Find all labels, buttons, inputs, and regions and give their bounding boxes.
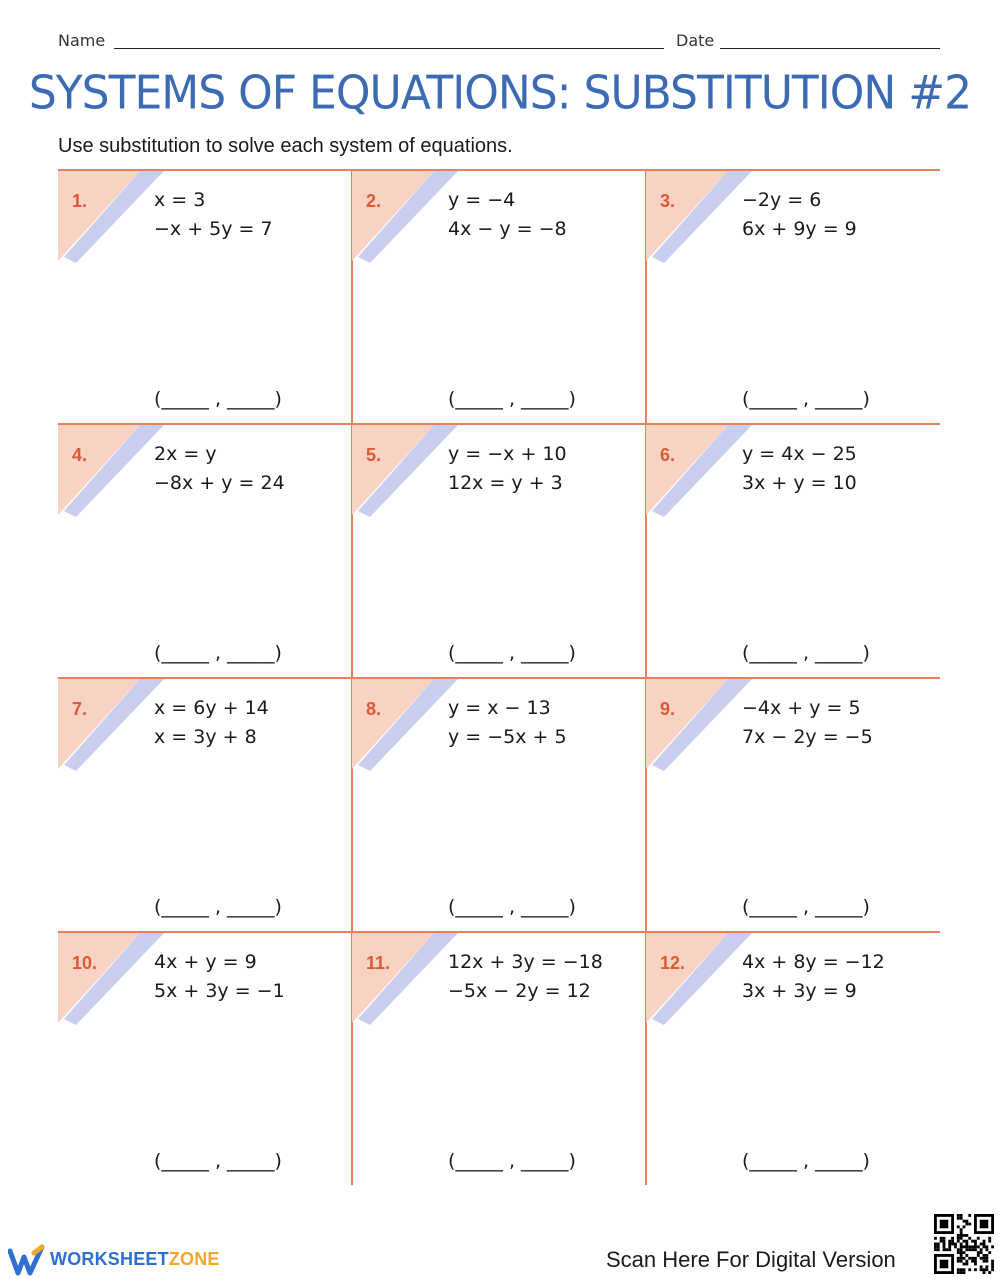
answer-blank[interactable]: (_____ , _____) [154, 896, 282, 918]
problem-grid [58, 169, 940, 1185]
equation-2: 4x − y = −8 [448, 218, 567, 240]
date-label: Date [676, 31, 715, 50]
problem-number: 8. [366, 699, 382, 719]
problem-cell [646, 677, 940, 931]
equation-2: 6x + 9y = 9 [742, 218, 857, 240]
corner-decoration [352, 425, 462, 517]
equation-1: 2x = y [154, 443, 217, 465]
equation-1: y = x − 13 [448, 697, 551, 719]
logo-word-worksheet: WORKSHEET [50, 1249, 169, 1269]
problem-number: 1. [72, 191, 88, 211]
answer-blank[interactable]: (_____ , _____) [742, 388, 870, 410]
equation-1: −4x + y = 5 [742, 697, 861, 719]
worksheet-zone-logo-icon [8, 1243, 48, 1277]
corner-decoration [646, 679, 756, 771]
corner-decoration [58, 171, 168, 263]
answer-blank[interactable]: (_____ , _____) [448, 896, 576, 918]
problem-cell [646, 169, 940, 423]
problem-number: 3. [660, 191, 676, 211]
equation-2: 7x − 2y = −5 [742, 726, 873, 748]
equation-2: 12x = y + 3 [448, 472, 563, 494]
corner-decoration [646, 933, 756, 1025]
problem-number: 2. [366, 191, 382, 211]
corner-decoration [646, 171, 756, 263]
corner-decoration [646, 425, 756, 517]
equation-1: y = −4 [448, 189, 516, 211]
qr-code-icon[interactable] [934, 1214, 994, 1274]
date-field-line[interactable] [720, 48, 940, 49]
problem-cell [58, 931, 352, 1185]
equation-2: 3x + y = 10 [742, 472, 857, 494]
corner-decoration [352, 679, 462, 771]
problem-number: 4. [72, 445, 88, 465]
corner-decoration [58, 425, 168, 517]
answer-blank[interactable]: (_____ , _____) [154, 1150, 282, 1172]
equation-1: x = 6y + 14 [154, 697, 269, 719]
name-date-row [58, 28, 940, 54]
problem-cell [352, 931, 646, 1185]
corner-decoration [352, 171, 462, 263]
problem-number: 7. [72, 699, 88, 719]
scan-text: Scan Here For Digital Version [606, 1247, 896, 1272]
equation-2: −5x − 2y = 12 [448, 980, 591, 1002]
corner-decoration [352, 933, 462, 1025]
problem-cell [646, 931, 940, 1185]
answer-blank[interactable]: (_____ , _____) [448, 388, 576, 410]
logo-word-zone: ZONE [168, 1249, 220, 1269]
name-label: Name [58, 31, 106, 50]
answer-blank[interactable]: (_____ , _____) [154, 642, 282, 664]
equation-2: −x + 5y = 7 [154, 218, 273, 240]
equation-2: x = 3y + 8 [154, 726, 257, 748]
corner-decoration [58, 679, 168, 771]
problem-cell [58, 423, 352, 677]
equation-1: 12x + 3y = −18 [448, 951, 603, 973]
problem-number: 12. [660, 953, 686, 973]
problem-cell [58, 677, 352, 931]
problem-number: 9. [660, 699, 676, 719]
problem-number: 5. [366, 445, 382, 465]
equation-1: −2y = 6 [742, 189, 822, 211]
problem-cell [352, 169, 646, 423]
equation-1: 4x + y = 9 [154, 951, 257, 973]
equation-1: y = −x + 10 [448, 443, 567, 465]
equation-2: −8x + y = 24 [154, 472, 285, 494]
answer-blank[interactable]: (_____ , _____) [154, 388, 282, 410]
name-field-line[interactable] [114, 48, 664, 49]
logo-text [50, 1249, 220, 1270]
instructions: Use substitution to solve each system of equations. [58, 135, 513, 157]
equation-2: y = −5x + 5 [448, 726, 567, 748]
problem-cell [58, 169, 352, 423]
equation-1: x = 3 [154, 189, 206, 211]
equation-1: 4x + 8y = −12 [742, 951, 885, 973]
problem-number: 11. [366, 953, 391, 973]
answer-blank[interactable]: (_____ , _____) [742, 1150, 870, 1172]
answer-blank[interactable]: (_____ , _____) [742, 642, 870, 664]
problem-cell [352, 677, 646, 931]
corner-decoration [58, 933, 168, 1025]
problem-number: 10. [72, 953, 98, 973]
problem-cell [352, 423, 646, 677]
equation-2: 3x + 3y = 9 [742, 980, 857, 1002]
equation-2: 5x + 3y = −1 [154, 980, 285, 1002]
problem-cell [646, 423, 940, 677]
answer-blank[interactable]: (_____ , _____) [448, 642, 576, 664]
answer-blank[interactable]: (_____ , _____) [742, 896, 870, 918]
answer-blank[interactable]: (_____ , _____) [448, 1150, 576, 1172]
equation-1: y = 4x − 25 [742, 443, 857, 465]
problem-number: 6. [660, 445, 676, 465]
page-title: SYSTEMS OF EQUATIONS: SUBSTITUTION #2 [28, 66, 972, 121]
